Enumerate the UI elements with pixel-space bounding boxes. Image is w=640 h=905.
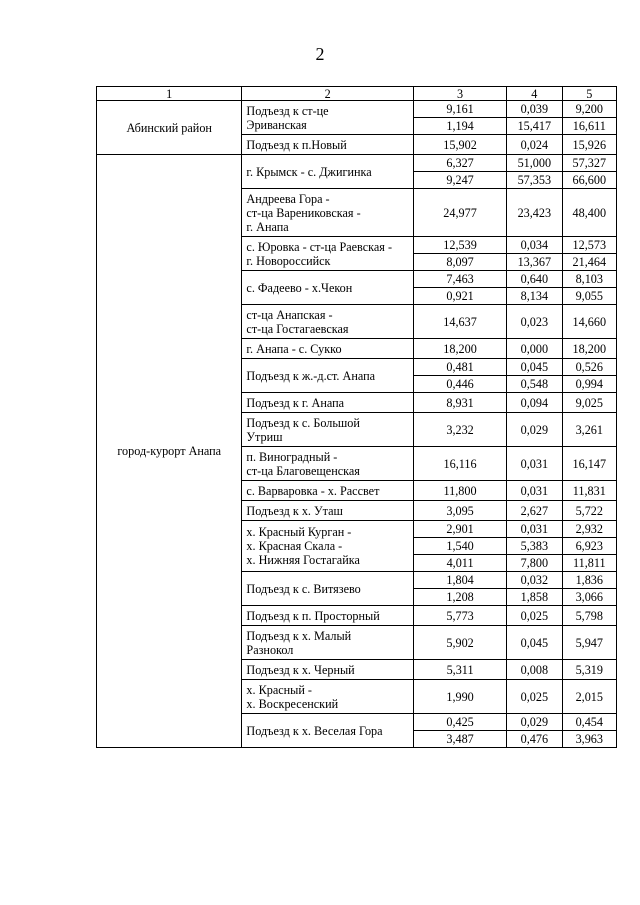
road-name-cell: [242, 393, 414, 413]
value-cell-col-5: 3,261: [562, 413, 616, 447]
road-name-line: Подъезд к с. Большой: [246, 415, 360, 430]
value-cell-col-4: 0,045: [507, 626, 562, 660]
value-cell-col-3: 5,773: [414, 606, 507, 626]
value-cell-col-4: 57,353: [507, 172, 562, 189]
value-cell-col-5: 5,319: [562, 660, 616, 680]
value-cell-col-4: 0,039: [507, 101, 562, 118]
road-name-line: г. Новороссийск: [246, 253, 331, 268]
header-col-4: 4: [507, 87, 562, 101]
value-cell-col-3: 7,463: [414, 271, 507, 288]
value-cell-col-4: 0,031: [507, 481, 562, 501]
header-col-1: 1: [97, 87, 242, 101]
value-cell-col-3: 1,804: [414, 572, 507, 589]
value-cell-col-5: 0,454: [562, 714, 616, 731]
road-name-line: ст-ца Анапская -: [246, 307, 333, 322]
road-name-line: Подъезд к х. Веселая Гора: [246, 723, 383, 738]
value-cell-col-4: 0,029: [507, 714, 562, 731]
value-cell-col-5: 48,400: [562, 189, 616, 237]
value-cell-col-4: 0,025: [507, 606, 562, 626]
value-cell-col-5: 21,464: [562, 254, 616, 271]
header-col-5: 5: [562, 87, 616, 101]
road-name-line: х. Нижняя Гостагайка: [246, 553, 360, 567]
value-cell-col-4: 0,000: [507, 339, 562, 359]
road-name-cell: [242, 521, 414, 572]
value-cell-col-5: 14,660: [562, 305, 616, 339]
value-cell-col-5: 8,103: [562, 271, 616, 288]
table-row: [97, 155, 617, 172]
value-cell-col-3: 4,011: [414, 555, 507, 572]
road-name-line: х. Воскресенский: [246, 696, 339, 711]
value-cell-col-5: 3,963: [562, 731, 616, 748]
value-cell-col-4: 5,383: [507, 538, 562, 555]
road-name-line: г. Крымск - с. Джигинка: [246, 164, 372, 179]
region-cell: Абинский район: [97, 101, 242, 155]
value-cell-col-5: 16,611: [562, 118, 616, 135]
road-name-cell: [242, 339, 414, 359]
value-cell-col-3: 3,232: [414, 413, 507, 447]
road-name-cell: [242, 101, 414, 135]
road-name-line: с. Варваровка - х. Рассвет: [246, 483, 380, 498]
value-cell-col-5: 16,147: [562, 447, 616, 481]
value-cell-col-3: 5,311: [414, 660, 507, 680]
value-cell-col-3: 11,800: [414, 481, 507, 501]
value-cell-col-4: 0,548: [507, 376, 562, 393]
road-name-cell: [242, 680, 414, 714]
value-cell-col-3: 8,931: [414, 393, 507, 413]
value-cell-col-5: 0,526: [562, 359, 616, 376]
value-cell-col-3: 9,247: [414, 172, 507, 189]
value-cell-col-5: 5,722: [562, 501, 616, 521]
value-cell-col-3: 8,097: [414, 254, 507, 271]
road-name-line: Подъезд к п. Просторный: [246, 608, 380, 623]
value-cell-col-4: 0,025: [507, 680, 562, 714]
value-cell-col-5: 15,926: [562, 135, 616, 155]
value-cell-col-3: 0,446: [414, 376, 507, 393]
value-cell-col-4: 23,423: [507, 189, 562, 237]
value-cell-col-3: 3,095: [414, 501, 507, 521]
value-cell-col-4: 13,367: [507, 254, 562, 271]
value-cell-col-4: 0,008: [507, 660, 562, 680]
value-cell-col-5: 11,831: [562, 481, 616, 501]
road-name-line: Подъезд к х. Уташ: [246, 503, 343, 518]
header-col-3: 3: [414, 87, 507, 101]
value-cell-col-4: 0,045: [507, 359, 562, 376]
road-name-line: Подъезд к п.Новый: [246, 137, 347, 152]
road-name-line: Подъезд к ст-це: [246, 103, 329, 118]
road-name-line: с. Фадеево - х.Чекон: [246, 280, 353, 295]
value-cell-col-3: 0,481: [414, 359, 507, 376]
value-cell-col-4: 2,627: [507, 501, 562, 521]
road-name-cell: [242, 660, 414, 680]
road-name-line: х. Красная Скала -: [246, 539, 343, 553]
road-name-line: Подъезд к х. Черный: [246, 662, 355, 677]
value-cell-col-4: 0,032: [507, 572, 562, 589]
value-cell-col-4: 1,858: [507, 589, 562, 606]
road-name-cell: [242, 271, 414, 305]
road-name-cell: [242, 189, 414, 237]
road-name-line: г. Анапа: [246, 219, 289, 234]
road-name-line: Эриванская: [246, 117, 307, 132]
header-row: [97, 87, 617, 101]
road-name-cell: [242, 413, 414, 447]
region-cell: город-курорт Анапа: [97, 155, 242, 748]
value-cell-col-4: 0,031: [507, 447, 562, 481]
road-name-cell: [242, 626, 414, 660]
value-cell-col-5: 0,994: [562, 376, 616, 393]
value-cell-col-3: 24,977: [414, 189, 507, 237]
value-cell-col-5: 9,055: [562, 288, 616, 305]
road-name-cell: [242, 305, 414, 339]
value-cell-col-5: 57,327: [562, 155, 616, 172]
value-cell-col-3: 2,901: [414, 521, 507, 538]
value-cell-col-5: 9,025: [562, 393, 616, 413]
road-name-line: х. Красный Курган -: [246, 525, 352, 539]
value-cell-col-4: 0,024: [507, 135, 562, 155]
value-cell-col-5: 2,932: [562, 521, 616, 538]
road-name-cell: [242, 155, 414, 189]
value-cell-col-5: 3,066: [562, 589, 616, 606]
road-name-cell: [242, 606, 414, 626]
road-name-line: г. Анапа - с. Сукко: [246, 341, 342, 356]
value-cell-col-3: 0,425: [414, 714, 507, 731]
value-cell-col-5: 5,798: [562, 606, 616, 626]
value-cell-col-3: 6,327: [414, 155, 507, 172]
road-name-line: Андреева Гора -: [246, 191, 330, 206]
value-cell-col-5: 5,947: [562, 626, 616, 660]
road-name-line: с. Юровка - ст-ца Раевская -: [246, 239, 393, 254]
value-cell-col-3: 12,539: [414, 237, 507, 254]
value-cell-col-4: 15,417: [507, 118, 562, 135]
value-cell-col-4: 51,000: [507, 155, 562, 172]
value-cell-col-3: 1,990: [414, 680, 507, 714]
value-cell-col-4: 0,034: [507, 237, 562, 254]
road-name-line: Подъезд к г. Анапа: [246, 395, 345, 410]
road-name-line: Подъезд к х. Малый: [246, 628, 352, 643]
value-cell-col-4: 0,031: [507, 521, 562, 538]
road-name-line: Разнокол: [246, 642, 294, 657]
road-name-cell: [242, 481, 414, 501]
value-cell-col-3: 1,194: [414, 118, 507, 135]
value-cell-col-5: 11,811: [562, 555, 616, 572]
header-col-2: 2: [242, 87, 414, 101]
value-cell-col-3: 5,902: [414, 626, 507, 660]
road-name-cell: [242, 447, 414, 481]
value-cell-col-3: 3,487: [414, 731, 507, 748]
value-cell-col-3: 9,161: [414, 101, 507, 118]
road-name-line: ст-ца Благовещенская: [246, 463, 360, 478]
road-name-line: х. Красный -: [246, 682, 312, 697]
value-cell-col-4: 0,640: [507, 271, 562, 288]
road-name-line: Подъезд к ж.-д.ст. Анапа: [246, 368, 376, 383]
road-name-cell: [242, 501, 414, 521]
road-name-line: ст-ца Гостагаевская: [246, 321, 349, 336]
value-cell-col-5: 9,200: [562, 101, 616, 118]
value-cell-col-3: 15,902: [414, 135, 507, 155]
value-cell-col-5: 1,836: [562, 572, 616, 589]
value-cell-col-3: 18,200: [414, 339, 507, 359]
value-cell-col-5: 18,200: [562, 339, 616, 359]
value-cell-col-5: 6,923: [562, 538, 616, 555]
value-cell-col-5: 12,573: [562, 237, 616, 254]
page-number: 2: [315, 44, 325, 64]
value-cell-col-4: 0,094: [507, 393, 562, 413]
value-cell-col-3: 0,921: [414, 288, 507, 305]
roads-table: [96, 86, 617, 748]
road-name-cell: [242, 572, 414, 606]
table-row: [97, 101, 617, 118]
value-cell-col-3: 1,208: [414, 589, 507, 606]
road-name-cell: [242, 135, 414, 155]
value-cell-col-4: 8,134: [507, 288, 562, 305]
road-name-line: Утриш: [246, 429, 283, 444]
road-name-line: ст-ца Варениковская -: [246, 205, 361, 220]
road-name-line: Подъезд к с. Витязево: [246, 581, 361, 596]
value-cell-col-3: 16,116: [414, 447, 507, 481]
value-cell-col-5: 2,015: [562, 680, 616, 714]
value-cell-col-4: 7,800: [507, 555, 562, 572]
road-name-cell: [242, 237, 414, 271]
road-name-cell: [242, 359, 414, 393]
value-cell-col-4: 0,029: [507, 413, 562, 447]
value-cell-col-4: 0,023: [507, 305, 562, 339]
road-name-line: п. Виноградный -: [246, 449, 338, 464]
value-cell-col-5: 66,600: [562, 172, 616, 189]
value-cell-col-3: 1,540: [414, 538, 507, 555]
value-cell-col-4: 0,476: [507, 731, 562, 748]
value-cell-col-3: 14,637: [414, 305, 507, 339]
road-name-cell: [242, 714, 414, 748]
